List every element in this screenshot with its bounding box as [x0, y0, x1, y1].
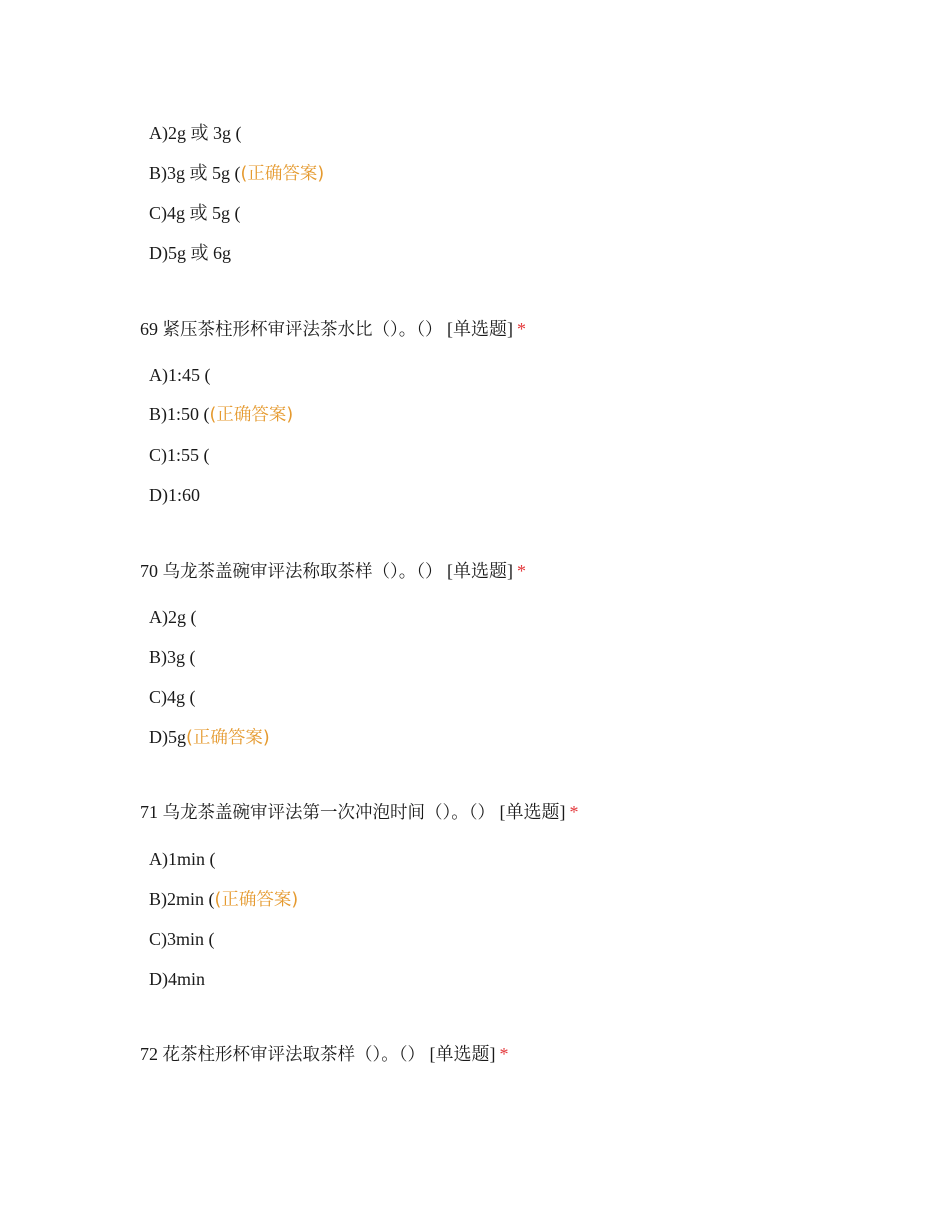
question-type: [单选题]	[499, 802, 566, 822]
q68-option-a	[149, 121, 242, 146]
option-text: B)3g (	[149, 647, 196, 667]
option-text: D)5g	[149, 727, 186, 747]
option-text: C)4g 或 5g (	[149, 203, 241, 223]
question-71-title	[140, 800, 579, 825]
question-72-title	[140, 1042, 509, 1067]
correct-answer-mark: (正确答案)	[240, 164, 325, 184]
required-star-icon: *	[517, 319, 526, 339]
option-text: B)3g 或 5g (	[149, 163, 241, 183]
question-70-title	[140, 559, 526, 584]
required-star-icon: *	[569, 802, 579, 822]
q69-option-d	[149, 483, 200, 508]
option-text: C)1:55 (	[149, 445, 210, 465]
option-text: C)3min (	[149, 929, 215, 949]
option-text: C)4g (	[149, 687, 196, 707]
option-text: A)2g 或 3g (	[149, 123, 242, 143]
question-stem: 乌龙茶盖碗审评法称取茶样（）。（）	[162, 562, 443, 582]
correct-answer-mark: (正确答案)	[209, 405, 294, 425]
question-number: 69	[140, 319, 158, 339]
q71-option-c	[149, 927, 215, 952]
q70-option-d	[149, 725, 270, 750]
q71-option-b	[149, 887, 298, 912]
question-69-title	[140, 317, 526, 342]
q70-option-a	[149, 605, 197, 630]
option-text: D)1:60	[149, 485, 200, 505]
q71-option-d	[149, 967, 205, 992]
q70-option-c	[149, 685, 196, 710]
required-star-icon: *	[499, 1044, 509, 1064]
option-text: A)2g (	[149, 607, 197, 627]
question-number: 71	[140, 802, 158, 822]
q69-option-a	[149, 363, 211, 388]
question-number: 70	[140, 561, 158, 581]
q69-option-b	[149, 402, 293, 427]
question-number: 72	[140, 1044, 158, 1064]
question-stem: 乌龙茶盖碗审评法第一次冲泡时间（）。（）	[162, 803, 495, 823]
option-text: A)1min (	[149, 849, 216, 869]
option-text: D)4min	[149, 969, 205, 989]
q69-option-c	[149, 443, 210, 468]
q68-option-c	[149, 201, 241, 226]
required-star-icon: *	[517, 561, 526, 581]
option-text: A)1:45 (	[149, 365, 211, 385]
q71-option-a	[149, 847, 216, 872]
question-type: [单选题]	[429, 1044, 496, 1064]
q68-option-d	[149, 241, 231, 266]
question-stem: 花茶柱形杯审评法取茶样（）。（）	[162, 1045, 425, 1065]
q68-option-b	[149, 161, 324, 186]
question-stem: 紧压茶柱形杯审评法茶水比（）。（）	[162, 320, 443, 340]
q70-option-b	[149, 645, 196, 670]
option-text: B)1:50 (	[149, 404, 210, 424]
correct-answer-mark: (正确答案)	[186, 728, 270, 748]
correct-answer-mark: (正确答案)	[214, 890, 299, 910]
option-text: B)2min (	[149, 889, 215, 909]
question-type: [单选题]	[447, 319, 513, 339]
question-type: [单选题]	[447, 561, 513, 581]
option-text: D)5g 或 6g	[149, 243, 231, 263]
